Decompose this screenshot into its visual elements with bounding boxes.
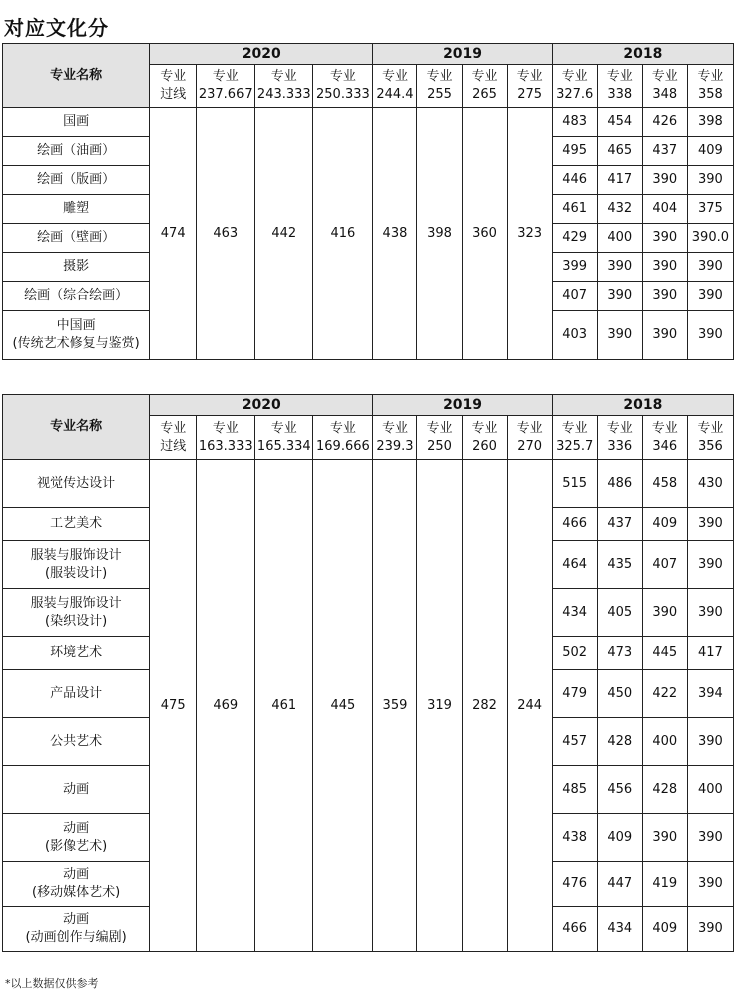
score-line-header xyxy=(552,65,597,108)
score-2018-cell: 409 xyxy=(597,814,642,862)
score-2018-cell: 458 xyxy=(642,460,687,508)
score-line-header xyxy=(255,416,313,460)
score-2018-cell: 461 xyxy=(552,195,597,224)
score-2018-cell: 390 xyxy=(597,253,642,282)
score-line-value: 336 xyxy=(607,438,633,454)
table-row xyxy=(3,108,734,137)
major-name-line: 公共艺术 xyxy=(50,733,103,749)
major-name-cell xyxy=(3,541,150,589)
major-name-header: 专业名称 xyxy=(3,44,150,108)
score-line-header xyxy=(255,65,313,108)
score-2018-cell: 419 xyxy=(642,862,687,907)
score-line-value: 250 xyxy=(427,438,452,454)
score-2018-cell: 390 xyxy=(687,166,733,195)
score-2018-cell: 390 xyxy=(687,862,733,907)
major-name-cell xyxy=(3,637,150,670)
score-line-value: 356 xyxy=(697,438,723,454)
score-line-header xyxy=(552,416,597,460)
score-line-value: 325.7 xyxy=(556,438,594,454)
major-name-line: 产品设计 xyxy=(50,685,103,701)
score-2020-cell: 445 xyxy=(313,460,373,952)
score-line-label: 专业 xyxy=(516,69,543,84)
score-2018-cell: 447 xyxy=(597,862,642,907)
score-line-header xyxy=(597,65,642,108)
score-line-header xyxy=(197,416,255,460)
score-2019-cell: 438 xyxy=(373,108,417,360)
major-name-line: 摄影 xyxy=(63,259,90,274)
score-line-value: 163.333 xyxy=(198,438,253,454)
score-2018-cell: 390 xyxy=(687,282,733,311)
score-line-label: 专业 xyxy=(606,420,633,436)
score-line-label: 专业 xyxy=(651,69,678,84)
score-2018-cell: 495 xyxy=(552,137,597,166)
major-name-line: 动画 xyxy=(63,781,90,797)
score-line-header xyxy=(197,65,255,108)
major-name-cell xyxy=(3,282,150,311)
major-name-line: 国画 xyxy=(63,114,90,129)
score-line-label: 专业 xyxy=(697,69,724,84)
major-name-cell xyxy=(3,589,150,637)
footnote: *以上数据仅供参考 xyxy=(5,977,99,990)
score-2018-cell: 483 xyxy=(552,108,597,137)
score-2018-cell: 434 xyxy=(552,589,597,637)
score-line-label: 专业 xyxy=(160,420,187,436)
score-2018-cell: 390 xyxy=(642,224,687,253)
major-name-line: (影像艺术) xyxy=(45,838,108,854)
page-title: 对应文化分 xyxy=(4,16,109,40)
major-name-cell xyxy=(3,311,150,360)
score-2018-cell: 502 xyxy=(552,637,597,670)
score-2020-cell: 469 xyxy=(197,460,255,952)
score-line-header xyxy=(373,416,417,460)
score-line-header xyxy=(687,416,733,460)
score-2020-cell: 474 xyxy=(150,108,197,360)
score-2019-cell: 359 xyxy=(373,460,417,952)
score-2018-cell: 390 xyxy=(642,589,687,637)
table-row xyxy=(3,460,734,508)
score-line-label: 专业 xyxy=(426,69,453,84)
score-2018-cell: 390 xyxy=(687,253,733,282)
score-2018-cell: 390.0 xyxy=(687,224,733,253)
score-2018-cell: 390 xyxy=(687,718,733,766)
score-2018-cell: 456 xyxy=(597,766,642,814)
score-2018-cell: 407 xyxy=(552,282,597,311)
score-2018-cell: 407 xyxy=(642,541,687,589)
score-line-label: 专业 xyxy=(212,420,239,436)
score-line-value: 165.334 xyxy=(256,438,311,454)
score-line-label: 专业 xyxy=(270,69,297,84)
major-name-cell xyxy=(3,166,150,195)
score-2018-cell: 476 xyxy=(552,862,597,907)
score-line-header xyxy=(642,65,687,108)
major-name-line: 视觉传达设计 xyxy=(37,475,116,491)
score-line-label: 专业 xyxy=(606,69,633,84)
score-line-value: 346 xyxy=(652,438,678,454)
score-line-label: 专业 xyxy=(471,69,498,84)
score-2018-cell: 390 xyxy=(687,541,733,589)
score-2018-cell: 403 xyxy=(552,311,597,360)
major-name-header: 专业名称 xyxy=(3,395,150,460)
score-line-header xyxy=(462,416,507,460)
major-name-line: (服装设计) xyxy=(45,565,108,581)
score-2020-cell: 416 xyxy=(313,108,373,360)
score-line-label: 专业 xyxy=(160,69,187,84)
major-name-cell xyxy=(3,907,150,952)
major-name-line: (传统艺术修复与鉴赏) xyxy=(12,336,140,351)
score-line-value: 237.667 xyxy=(198,87,253,102)
score-2019-cell: 398 xyxy=(417,108,462,360)
score-line-value: 244.4 xyxy=(376,87,414,102)
major-name-line: 绘画（版画） xyxy=(37,172,116,187)
score-line-header xyxy=(313,65,373,108)
score-table-1 xyxy=(2,43,734,360)
score-2018-cell: 466 xyxy=(552,508,597,541)
score-2018-cell: 426 xyxy=(642,108,687,137)
major-name-cell xyxy=(3,508,150,541)
major-name-cell xyxy=(3,460,150,508)
score-line-value: 358 xyxy=(697,87,723,102)
major-name-line: 绘画（油画） xyxy=(37,143,116,158)
score-2018-cell: 479 xyxy=(552,670,597,718)
score-2018-cell: 390 xyxy=(642,814,687,862)
score-2018-cell: 429 xyxy=(552,224,597,253)
score-line-value: 275 xyxy=(517,87,543,102)
major-name-line: 环境艺术 xyxy=(50,645,103,660)
score-2018-cell: 390 xyxy=(687,589,733,637)
score-2018-cell: 422 xyxy=(642,670,687,718)
score-2018-cell: 390 xyxy=(687,814,733,862)
score-2018-cell: 432 xyxy=(597,195,642,224)
score-2018-cell: 390 xyxy=(642,166,687,195)
major-name-cell xyxy=(3,670,150,718)
score-line-value: 过线 xyxy=(160,438,187,454)
score-2020-cell: 475 xyxy=(150,460,197,952)
major-name-cell xyxy=(3,253,150,282)
score-2018-cell: 428 xyxy=(642,766,687,814)
score-2018-cell: 437 xyxy=(597,508,642,541)
major-name-cell xyxy=(3,224,150,253)
score-2018-cell: 375 xyxy=(687,195,733,224)
score-2018-cell: 390 xyxy=(642,311,687,360)
score-2018-cell: 454 xyxy=(597,108,642,137)
score-line-label: 专业 xyxy=(561,420,588,436)
major-name-line: 雕塑 xyxy=(63,201,90,216)
score-2018-cell: 417 xyxy=(687,637,733,670)
score-line-label: 专业 xyxy=(381,420,408,436)
score-2020-cell: 463 xyxy=(197,108,255,360)
score-line-label: 专业 xyxy=(426,420,453,436)
score-2018-cell: 428 xyxy=(597,718,642,766)
score-line-header xyxy=(507,65,552,108)
score-2018-cell: 450 xyxy=(597,670,642,718)
major-name-line: 中国画 xyxy=(56,318,96,333)
score-2018-cell: 485 xyxy=(552,766,597,814)
year-header-2020: 2020 xyxy=(150,44,373,65)
year-header-2019: 2019 xyxy=(373,44,552,65)
score-2018-cell: 465 xyxy=(597,137,642,166)
score-line-value: 260 xyxy=(472,438,497,454)
score-2018-cell: 417 xyxy=(597,166,642,195)
score-line-label: 专业 xyxy=(270,420,297,436)
score-2018-cell: 464 xyxy=(552,541,597,589)
score-2018-cell: 390 xyxy=(642,282,687,311)
score-2018-cell: 409 xyxy=(642,508,687,541)
score-2019-cell: 244 xyxy=(507,460,552,952)
major-name-line: (动画创作与编剧) xyxy=(25,930,127,945)
score-line-value: 255 xyxy=(427,87,452,102)
score-line-label: 专业 xyxy=(697,420,724,436)
score-2018-cell: 486 xyxy=(597,460,642,508)
score-2019-cell: 360 xyxy=(462,108,507,360)
score-line-label: 专业 xyxy=(651,420,678,436)
year-header-2018: 2018 xyxy=(552,395,733,416)
score-line-value: 过线 xyxy=(160,87,187,102)
score-2018-cell: 430 xyxy=(687,460,733,508)
score-line-label: 专业 xyxy=(516,420,543,436)
score-2018-cell: 400 xyxy=(642,718,687,766)
major-name-line: 动画 xyxy=(63,912,90,927)
score-2018-cell: 390 xyxy=(597,282,642,311)
major-name-cell xyxy=(3,108,150,137)
score-2018-cell: 390 xyxy=(687,311,733,360)
score-2018-cell: 390 xyxy=(687,508,733,541)
year-header-2018: 2018 xyxy=(552,44,733,65)
score-2018-cell: 457 xyxy=(552,718,597,766)
score-2018-cell: 466 xyxy=(552,907,597,952)
score-2018-cell: 446 xyxy=(552,166,597,195)
score-line-header xyxy=(642,416,687,460)
score-2018-cell: 404 xyxy=(642,195,687,224)
score-line-label: 专业 xyxy=(561,69,588,84)
score-2018-cell: 435 xyxy=(597,541,642,589)
score-2018-cell: 399 xyxy=(552,253,597,282)
major-name-line: (移动媒体艺术) xyxy=(32,885,121,900)
score-2018-cell: 434 xyxy=(597,907,642,952)
score-line-value: 270 xyxy=(517,438,543,454)
major-name-cell xyxy=(3,137,150,166)
score-line-header xyxy=(373,65,417,108)
score-2018-cell: 473 xyxy=(597,637,642,670)
score-2018-cell: 405 xyxy=(597,589,642,637)
score-line-header xyxy=(417,65,462,108)
score-2020-cell: 461 xyxy=(255,460,313,952)
score-2018-cell: 437 xyxy=(642,137,687,166)
score-line-label: 专业 xyxy=(329,420,356,436)
year-header-row xyxy=(3,395,734,416)
major-name-cell xyxy=(3,814,150,862)
major-name-cell xyxy=(3,718,150,766)
score-line-label: 专业 xyxy=(329,69,356,84)
score-2018-cell: 438 xyxy=(552,814,597,862)
score-2018-cell: 409 xyxy=(642,907,687,952)
score-line-value: 338 xyxy=(607,87,633,102)
major-name-line: 动画 xyxy=(63,820,90,836)
score-line-value: 327.6 xyxy=(556,87,594,102)
score-2020-cell: 442 xyxy=(255,108,313,360)
major-name-line: 工艺美术 xyxy=(50,516,103,531)
score-2019-cell: 323 xyxy=(507,108,552,360)
major-name-line: (染织设计) xyxy=(45,613,108,629)
score-line-header xyxy=(417,416,462,460)
score-2018-cell: 390 xyxy=(597,311,642,360)
score-2018-cell: 400 xyxy=(597,224,642,253)
score-line-header xyxy=(687,65,733,108)
major-name-cell xyxy=(3,195,150,224)
score-2018-cell: 390 xyxy=(642,253,687,282)
score-line-label: 专业 xyxy=(212,69,239,84)
year-header-2020: 2020 xyxy=(150,395,373,416)
score-line-header xyxy=(150,65,197,108)
score-line-value: 250.333 xyxy=(316,87,370,102)
score-line-header xyxy=(462,65,507,108)
major-name-line: 服装与服饰设计 xyxy=(30,595,122,611)
major-name-line: 绘画（综合绘画） xyxy=(24,288,129,303)
score-2018-cell: 445 xyxy=(642,637,687,670)
score-2018-cell: 400 xyxy=(687,766,733,814)
score-2018-cell: 394 xyxy=(687,670,733,718)
score-2018-cell: 409 xyxy=(687,137,733,166)
score-line-value: 265 xyxy=(472,87,497,102)
score-line-value: 243.333 xyxy=(256,87,311,102)
score-2019-cell: 319 xyxy=(417,460,462,952)
score-line-label: 专业 xyxy=(381,69,408,84)
major-name-cell xyxy=(3,766,150,814)
score-line-value: 239.3 xyxy=(376,438,414,454)
major-name-cell xyxy=(3,862,150,907)
score-line-header xyxy=(507,416,552,460)
score-2018-cell: 390 xyxy=(687,907,733,952)
year-header-row xyxy=(3,44,734,65)
year-header-2019: 2019 xyxy=(373,395,552,416)
score-2018-cell: 398 xyxy=(687,108,733,137)
score-line-label: 专业 xyxy=(471,420,498,436)
score-line-header xyxy=(150,416,197,460)
score-line-value: 348 xyxy=(652,87,678,102)
score-line-value: 169.666 xyxy=(316,438,370,454)
score-2019-cell: 282 xyxy=(462,460,507,952)
major-name-line: 绘画（壁画） xyxy=(37,230,116,245)
score-line-header xyxy=(597,416,642,460)
major-name-line: 服装与服饰设计 xyxy=(30,547,122,563)
score-2018-cell: 515 xyxy=(552,460,597,508)
score-line-header xyxy=(313,416,373,460)
major-name-line: 动画 xyxy=(63,867,90,882)
score-table-2 xyxy=(2,394,734,952)
